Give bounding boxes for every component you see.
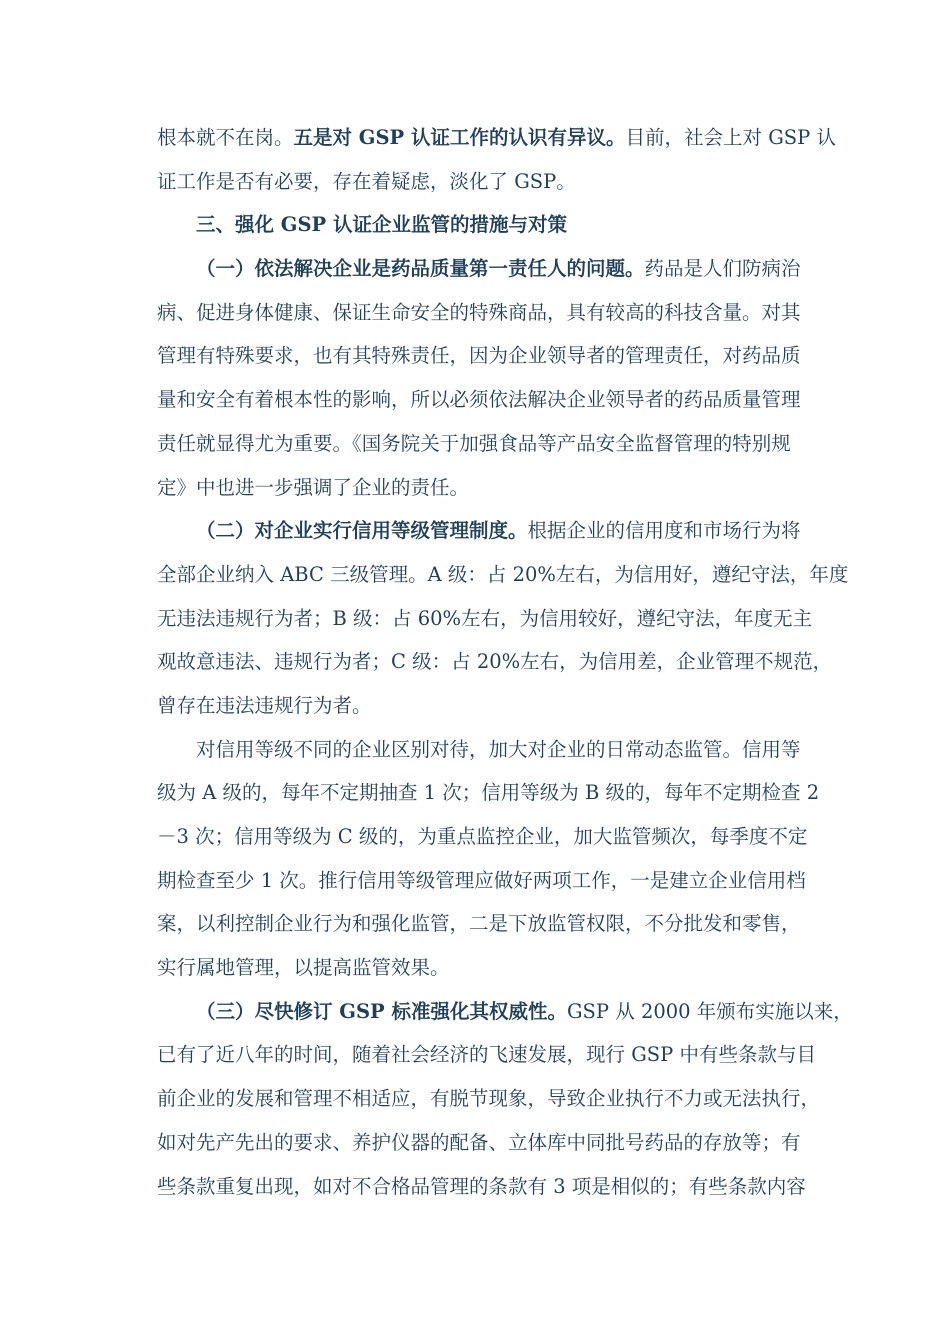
text-line: 如对先产先出的要求、养护仪器的配备、立体库中同批号药品的存放等；有 (157, 1130, 801, 1154)
subsection-heading-1: （一）依法解决企业是药品质量第一责任人的问题。药品是人们防病治 (196, 257, 801, 281)
text-line: 前企业的发展和管理不相适应，有脱节现象，导致企业执行不力或无法执行， (157, 1087, 821, 1111)
text-line: 已有了近八年的时间，随着社会经济的飞速发展，现行 GSP 中有些条款与目 (157, 1043, 816, 1067)
text-line: 全部企业纳入 ABC 三级管理。A 级：占 20%左右，为信用好，遵纪守法，年度 (157, 562, 849, 586)
subsection-heading-3: （三）尽快修订 GSP 标准强化其权威性。GSP 从 2000 年颁布实施以来， (196, 999, 853, 1023)
section-heading: 三、强化 GSP 认证企业监管的措施与对策 (196, 213, 567, 237)
subsection-heading-2: （二）对企业实行信用等级管理制度。根据企业的信用度和市场行为将 (196, 519, 801, 543)
text-line: 证工作是否有必要，存在着疑虑，淡化了 GSP。 (157, 169, 576, 193)
text-line: 量和安全有着根本性的影响，所以必须依法解决企业领导者的药品质量管理 (157, 388, 801, 412)
text-line: 些条款重复出现，如对不合格品管理的条款有 3 项是相似的；有些条款内容 (157, 1174, 806, 1198)
text-line: 病、促进身体健康、保证生命安全的特殊商品，具有较高的科技含量。对其 (157, 300, 801, 324)
text-line: 案，以利控制企业行为和强化监管，二是下放监管权限，不分批发和零售， (157, 912, 801, 936)
text-line: 曾存在违法违规行为者。 (157, 693, 372, 717)
text-line: 责任就显得尤为重要。《国务院关于加强食品等产品安全监督管理的特别规 (157, 431, 791, 455)
text-line: 实行属地管理，以提高监管效果。 (157, 956, 450, 980)
text-line: 管理有特殊要求，也有其特殊责任，因为企业领导者的管理责任，对药品质 (157, 344, 801, 368)
text-line: －3 次；信用等级为 C 级的，为重点监控企业，加大监管频次，每季度不定 (157, 825, 808, 848)
text-line: 级为 A 级的，每年不定期抽查 1 次；信用等级为 B 级的，每年不定期检查 2 (157, 781, 820, 805)
paragraph-start: 对信用等级不同的企业区别对待，加大对企业的日常动态监管。信用等 (196, 737, 801, 761)
text-line: 期检查至少 1 次。推行信用等级管理应做好两项工作，一是建立企业信用档 (157, 868, 806, 892)
text-line: 无违法违规行为者；B 级：占 60%左右，为信用较好，遵纪守法，年度无主 (157, 606, 813, 630)
document-body (157, 116, 853, 1208)
text-line: 定》中也进一步强调了企业的责任。 (157, 475, 470, 499)
text-line: 根本就不在岗。五是对 GSP 认证工作的认识有异议。目前，社会上对 GSP 认 (157, 126, 836, 149)
text-line: 观故意违法、违规行为者；C 级：占 20%左右，为信用差，企业管理不规范， (157, 650, 833, 674)
